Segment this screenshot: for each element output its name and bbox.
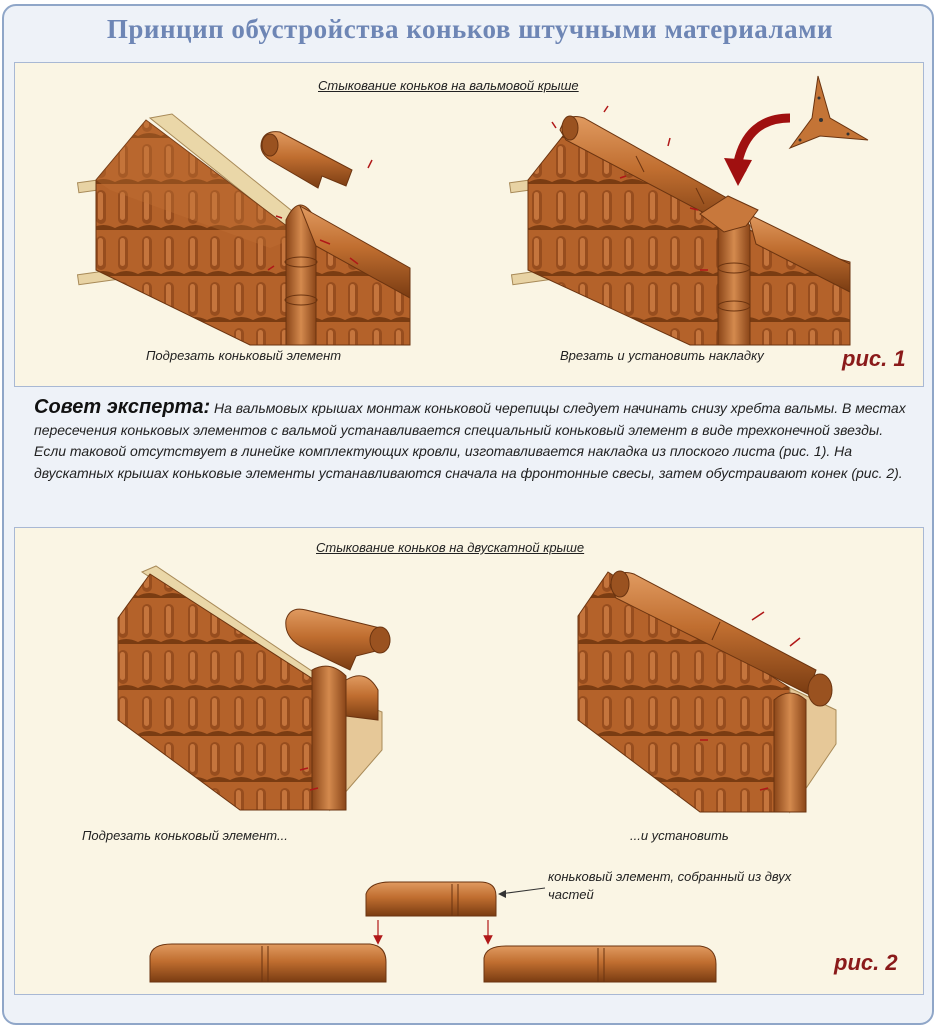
install-cap-caption: Врезать и установить накладку [560, 348, 764, 363]
gable-roof-subtitle: Стыкование коньков на двускатной крыше [316, 540, 585, 555]
figure-2-label: рис. 2 [834, 950, 898, 975]
hip-roof-left-illustration [77, 114, 410, 345]
hip-roof-right-illustration [509, 76, 868, 345]
page-title: Принцип обустройства коньков штучными материалами [106, 14, 834, 44]
expert-tip-text: На вальмовых крышах монтаж коньковой черепицы следует начинать снизу хребта вальмы. В местах пересечения коньковых элементов с вальмой устанавливается специальный коньковый элемент в виде трехконечной звезды. Если таковой отсутствует в линейке комплектующих кровли, изготавливается накладка из плоского листа (рис. 1). На двускатных крышах коньковые элементы устанавливаются сначала на фронтонные свесы, затем обустраивают конек (рис. 2). [34, 400, 906, 481]
cut-ridge-caption-2: Подрезать коньковый элемент... [82, 828, 288, 843]
gable-roof-left-illustration [118, 566, 390, 810]
assembled-ridge-element [366, 882, 545, 916]
assembled-element-note: коньковый элемент, собранный из двух частей [548, 869, 792, 902]
gable-roof-right-illustration [578, 571, 836, 812]
cut-ridge-caption: Подрезать коньковый элемент [146, 348, 342, 363]
hip-roof-subtitle: Стыкование коньков на вальмовой крыше [318, 78, 579, 93]
expert-tip-lead: Совет эксперта: [34, 396, 211, 418]
bottom-right-ridge-row [484, 946, 716, 982]
insert-arrows [378, 920, 488, 940]
figure-1-label: рис. 1 [842, 346, 906, 371]
expert-tip [34, 397, 914, 484]
bottom-left-ridge-row [150, 944, 386, 982]
install-caption-2: ...и установить [630, 828, 729, 843]
